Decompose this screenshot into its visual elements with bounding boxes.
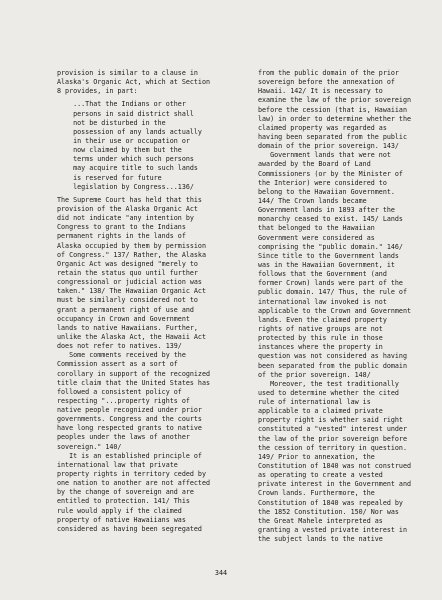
text-line: occupancy in Crown and Government [57, 314, 190, 323]
text-line: the Interior) were considered to [258, 178, 387, 187]
text-line: entitled to protection. 141/ This [57, 497, 190, 506]
text-line: Crown lands. Furthermore, the [258, 489, 375, 498]
text-line: legislation by Congress...136/ [57, 182, 194, 191]
text-line: sovereign." 140/ [57, 442, 122, 451]
page-number: 344 [214, 569, 228, 577]
text-line: terms under which such persons [57, 155, 194, 164]
text-line: from the public domain of the prior [258, 69, 399, 77]
text-line: taken." 138/ The Hawaiian Organic Act [57, 287, 206, 296]
text-line: having been separated from the public [258, 132, 407, 141]
text-line: Commissioners (or by the Minister of [258, 169, 403, 178]
text-line: used to determine whether the cited [258, 388, 399, 397]
text-line: rule of international law is [258, 398, 371, 407]
text-line: monarchy ceased to exist. 145/ Lands [258, 215, 403, 224]
text-line: Some comments received by the [57, 351, 186, 360]
text-line: Constitution of 1840 was not construed [258, 462, 411, 471]
text-line: in their use or occupation or [57, 136, 190, 145]
text-line: private interest in the Government and [258, 480, 411, 489]
text-line: Moreover, the test traditionally [258, 379, 399, 388]
text-line: native people recognized under prior [57, 406, 202, 415]
text-line: awarded by the Board of Land [258, 160, 371, 169]
text-line: respecting "...property rights of [57, 396, 190, 405]
text-line: 149/ Prior to annexation, the [258, 452, 375, 461]
text-line: Since title to the Government lands [258, 251, 399, 260]
text-line: corollary in support of the recognized [57, 369, 210, 378]
text-line: must be similarly considered not to [57, 296, 198, 305]
text-line: belong to the Hawaiian Government. [258, 187, 395, 196]
text-line: Government lands that were not [258, 151, 391, 160]
text-line: provision of the Alaska Organic Act [57, 204, 198, 213]
text-line: property right is whether said right [258, 416, 403, 425]
text-line: may acquire title to such lands [57, 164, 198, 173]
text-line: permanent rights in the lands of [57, 232, 186, 241]
text-line: Organic Act was designed "merely to [57, 259, 198, 268]
text-line: instances where the property in [258, 343, 383, 352]
text-line: protected by this rule in those [258, 334, 383, 343]
text-line: Constitution of 1840 was repealed by [258, 498, 403, 507]
text-line: follows that the Government (and [258, 270, 387, 279]
text-line: peoples under the laws of another [57, 433, 190, 442]
text-line: Alaska's Organic Act, which at Section [57, 78, 210, 87]
text-line: rights of native groups are not [258, 324, 383, 333]
text-line: Government lands in 1893 after the [258, 206, 395, 215]
text-line: property rights in territory ceded by [57, 470, 206, 479]
text-line: is reserved for future [57, 173, 162, 182]
left-column [57, 69, 247, 534]
text-line: provision is similar to a clause in [57, 69, 198, 77]
text-line: did not indicate "any intention by [57, 214, 194, 223]
right-column [258, 69, 438, 544]
text-line: sovereign before the annexation of [258, 78, 395, 87]
text-line: public domain. 147/ Thus, the rule of [258, 288, 407, 297]
text-line: It is an established principle of [57, 451, 202, 460]
text-line: title claim that the United States has [57, 378, 210, 387]
text-line: retain the status quo until further [57, 268, 198, 277]
text-line: considered as having been segregated [57, 524, 202, 533]
text-line: 144/ The Crown lands became [258, 196, 367, 205]
text-line: of Congress." 137/ Rather, the Alaska [57, 250, 206, 259]
text-line: grant a permanent right of use and [57, 305, 194, 314]
text-line: rule would apply if the claimed [57, 506, 182, 515]
text-line: as operating to create a vested [258, 471, 383, 480]
text-line: Commission assert as a sort of [57, 360, 178, 369]
text-line: congressional or judicial action was [57, 278, 202, 287]
text-line: now claimed by them but the [57, 146, 182, 155]
text-line: before the cession (that is, Hawaiian [258, 105, 407, 114]
text-line: international law invoked is not [258, 297, 387, 306]
text-line: have long respected grants to native [57, 424, 202, 433]
text-line: that belonged to the Hawaiian [258, 224, 375, 233]
text-line: ...That the Indians or other [57, 100, 186, 109]
text-line: persons in said district shall [57, 109, 194, 118]
text-line: followed a consistent policy of [57, 387, 182, 396]
text-line: lands. Even the claimed property [258, 315, 387, 324]
text-line: applicable to the Crown and Government [258, 306, 411, 315]
text-line: 8 provides, in part: [57, 87, 138, 96]
text-line: examine the law of the prior sovereign [258, 96, 411, 105]
text-line: international law that private [57, 460, 178, 469]
text-line: not be disturbed in the [57, 118, 166, 127]
text-line: the cession of territory in question. [258, 443, 407, 452]
text-line: comprising the "public domain." 146/ [258, 242, 403, 251]
text-line: was in the Hawaiian Government, it [258, 260, 395, 269]
text-line: possession of any lands actually [57, 127, 202, 136]
text-line: by the change of sovereign and are [57, 488, 194, 497]
text-line: Alaska occupied by them by permission [57, 241, 206, 250]
text-line: one nation to another are not affected [57, 479, 210, 488]
text-line: Hawaii. 142/ It is necessary to [258, 87, 383, 96]
text-line: the Great Mahele interpreted as [258, 516, 383, 525]
text-line: Government were considered as [258, 233, 375, 242]
text-line: constituted a "vested" interest under [258, 425, 407, 434]
text-line: the subject lands to the native [258, 535, 383, 544]
text-line: law) in order to determine whether the [258, 114, 411, 123]
text-line: granting a vested private interest in [258, 526, 407, 535]
text-line: unlike the Alaska Act, the Hawaii Act [57, 332, 206, 341]
text-line: claimed property was regarded as [258, 123, 387, 132]
text-line: former Crown) lands were part of the [258, 279, 403, 288]
text-line: does not refer to natives. 139/ [57, 342, 182, 351]
text-line: the law of the prior sovereign before [258, 434, 407, 443]
text-line: lands to native Hawaiians. Further, [57, 323, 198, 332]
text-line: the 1852 Constitution. 150/ Nor was [258, 507, 399, 516]
text-line: been separated from the public domain [258, 361, 407, 370]
text-line: of the prior sovereign. 148/ [258, 370, 371, 379]
text-line: The Supreme Court has held that this [57, 195, 202, 204]
text-line: Congress to grant to the Indians [57, 223, 186, 232]
text-line: question was not considered as having [258, 352, 407, 361]
text-line: domain of the prior sovereign. 143/ [258, 142, 399, 151]
text-line: applicable to a claimed private [258, 407, 383, 416]
text-line: governments. Congress and the courts [57, 415, 202, 424]
text-line: property of native Hawaiians was [57, 515, 186, 524]
